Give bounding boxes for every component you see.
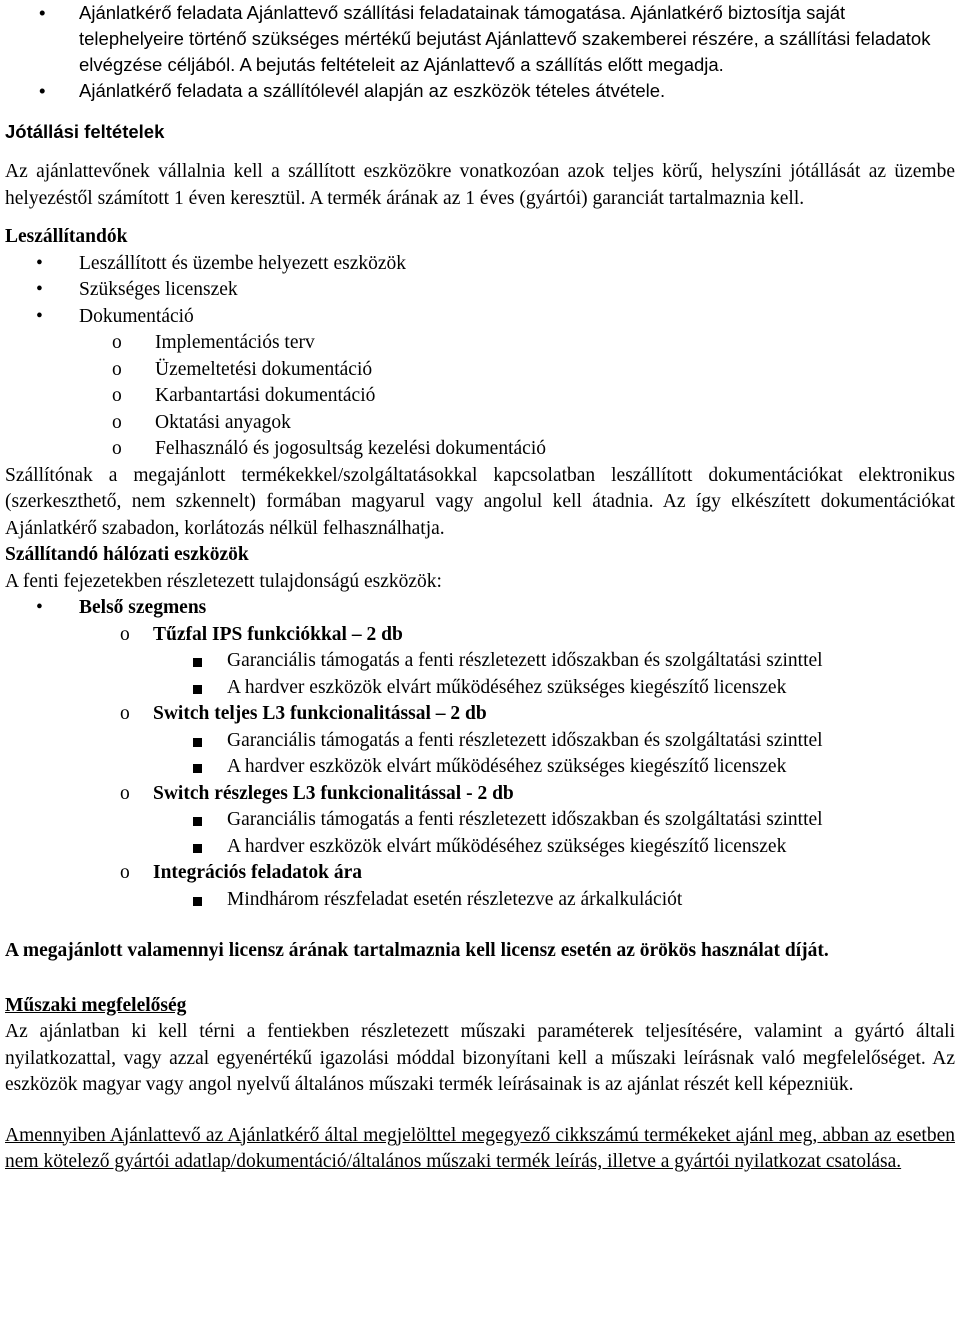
list-item: Garanciális támogatás a fenti részletezett időszakban és szolgáltatási szinttel [5,648,955,675]
list-item: o Felhasználó és jogosultság kezelési dokumentáció [79,436,955,463]
device-title: Switch teljes L3 funkcionalitással – 2 db [153,703,487,724]
device-title: Integrációs feladatok ára [153,862,363,883]
list-item: o Üzemeltetési dokumentáció [79,357,955,384]
documentation-sublist [79,330,955,463]
deliverables-heading: Leszállítandók [5,226,128,247]
warranty-heading: Jótállási feltételek [5,121,165,142]
square-bullet-icon [193,844,202,853]
top-bullet-list [5,0,955,104]
square-bullet-icon [193,738,202,747]
segment-item: • Belső szegmens o Tűzfal IPS funkciókkal – 2 db Garanciális támogatás a fenti részletezett időszakban és szolgáltatási szinttel A hardver eszközök elvárt működéséhez szükséges kiegészítő licenszek o Switch teljes L3 funkcionalitással – 2 db Garanciális támogatás a fenti részletezett időszakban és szolgáltatási szinttel A hardver eszközök elvárt működéséhez szükséges kiegészítő licenszek o Switch részleges L3 funkcionalitással - 2 db Garanciális támogatás a fenti részletezett időszakban és szolgáltatási szinttel A hardver eszközök elvárt működéséhez szükséges kiegészítő licenszek o Integrációs feladatok ára Mindhárom részfeladat esetén részletezve az árkalkulációt [5,595,955,913]
list-item: o Oktatási anyagok [79,410,955,437]
device-title: Tűzfal IPS funkciókkal – 2 db [153,623,403,645]
list-item: o Karbantartási dokumentáció [79,383,955,410]
square-bullet-icon [193,817,202,826]
warranty-text: Az ajánlattevőnek vállalnia kell a szállított eszközökre vonatkozóan azok teljes körű, helyszíni jótállását az üzembe helyezéstől számított 1 éven keresztül. A termék árának az 1 éves (gyártói) garanciát tartalmaznia kell. [5,161,955,209]
device-list [5,622,955,914]
circle-icon: o [120,623,130,645]
circle-icon: o [112,358,122,380]
technical-text: Az ajánlatban ki kell térni a fentiekben részletezett műszaki paraméterek teljesítésére, valamint a gyártó általi nyilatkozattal, vagy azzal egyenértékű igazolási móddal bizonyítani kell a műszaki leírásnak való megfelelőséget. Az eszközök magyar vagy angol nyelvű általános műszaki termék leírásainak is az ajánlat részét kell képezniük. [5,1021,955,1095]
bullet-icon: • [36,279,43,300]
circle-icon: o [112,411,122,433]
list-item: A hardver eszközök elvárt működéséhez szükséges kiegészítő licenszek [5,675,955,702]
bullet-icon: • [36,597,43,618]
list-item: o Implementációs terv [79,330,955,357]
bullet-icon: • [36,252,43,274]
device-item [5,622,955,702]
license-note: A megajánlott valamennyi licensz árának tartalmaznia kell licensz esetén az örökös használat díját. [5,940,829,961]
device-item [5,701,955,781]
square-bullet-icon [193,658,202,667]
network-intro: A fenti fejezetekben részletezett tulajdonságú eszközök: [5,570,442,592]
device-item [5,781,955,861]
circle-icon: o [120,782,130,804]
list-item: • Szükséges licenszek [5,277,955,304]
list-item: A hardver eszközök elvárt működéséhez szükséges kiegészítő licenszek [5,834,955,861]
circle-icon: o [112,438,122,459]
top-bullet-1: • Ajánlatkérő feladata Ajánlattevő szállítási feladatainak támogatása. Ajánlatkérő biztosítja saját telephelyeire történő szükséges mértékű bejutást Ajánlattevő szakemberei részére, a szállítási feladatok elvégzése céljából. A bejutás feltételeit az Ajánlattevő a szállítás előtt megadja. [5,0,955,78]
network-list [5,595,955,913]
circle-icon: o [120,703,130,724]
list-item: • Dokumentáció o Implementációs terv o Üzemeltetési dokumentáció o Karbantartási dokumentáció o Oktatási anyagok o Felhasználó és jogosultság kezelési dokumentáció [5,304,955,463]
deliverables-list [5,251,955,463]
list-item: Garanciális támogatás a fenti részletezett időszakban és szolgáltatási szinttel [5,728,955,755]
circle-icon: o [112,332,122,353]
document-page [5,0,955,1176]
bullet-icon: • [36,305,43,327]
device-title: Switch részleges L3 funkcionalitással - 2 db [153,782,514,804]
list-item: • Leszállított és üzembe helyezett eszközök [5,251,955,278]
circle-icon: o [120,862,130,883]
square-bullet-icon [193,897,202,906]
network-heading: Szállítandó hálózati eszközök [5,544,249,565]
technical-note: Amennyiben Ajánlattevő az Ajánlatkérő által megjelölttel megegyező cikkszámú termékeket ajánl meg, abban az esetben nem kötelező gyártói adatlap/dokumentáció/általános műszaki termék leírás, illetve a gyártói nyilatkozat csatolása. [5,1124,955,1172]
deliverables-text: Szállítónak a megajánlott termékekkel/szolgáltatásokkal kapcsolatban leszállított dokumentációkat elektronikus (szerkeszthető, nem szkennelt) formában magyarul vagy angolul kell átadnia. Az így elkészített dokumentációkat Ajánlatkérő szabadon, korlátozás nélkül felhasználhatja. [5,464,955,539]
list-item: A hardver eszközök elvárt működéséhez szükséges kiegészítő licenszek [5,754,955,781]
circle-icon: o [112,385,122,406]
square-bullet-icon [193,764,202,773]
list-item: Garanciális támogatás a fenti részletezett időszakban és szolgáltatási szinttel [5,807,955,834]
list-item: Mindhárom részfeladat esetén részletezve az árkalkulációt [5,887,955,914]
square-bullet-icon [193,685,202,694]
device-item [5,860,955,913]
top-bullet-2: • Ajánlatkérő feladata a szállítólevél alapján az eszközök tételes átvétele. [5,78,955,104]
technical-heading: Műszaki megfelelőség [5,994,187,1016]
